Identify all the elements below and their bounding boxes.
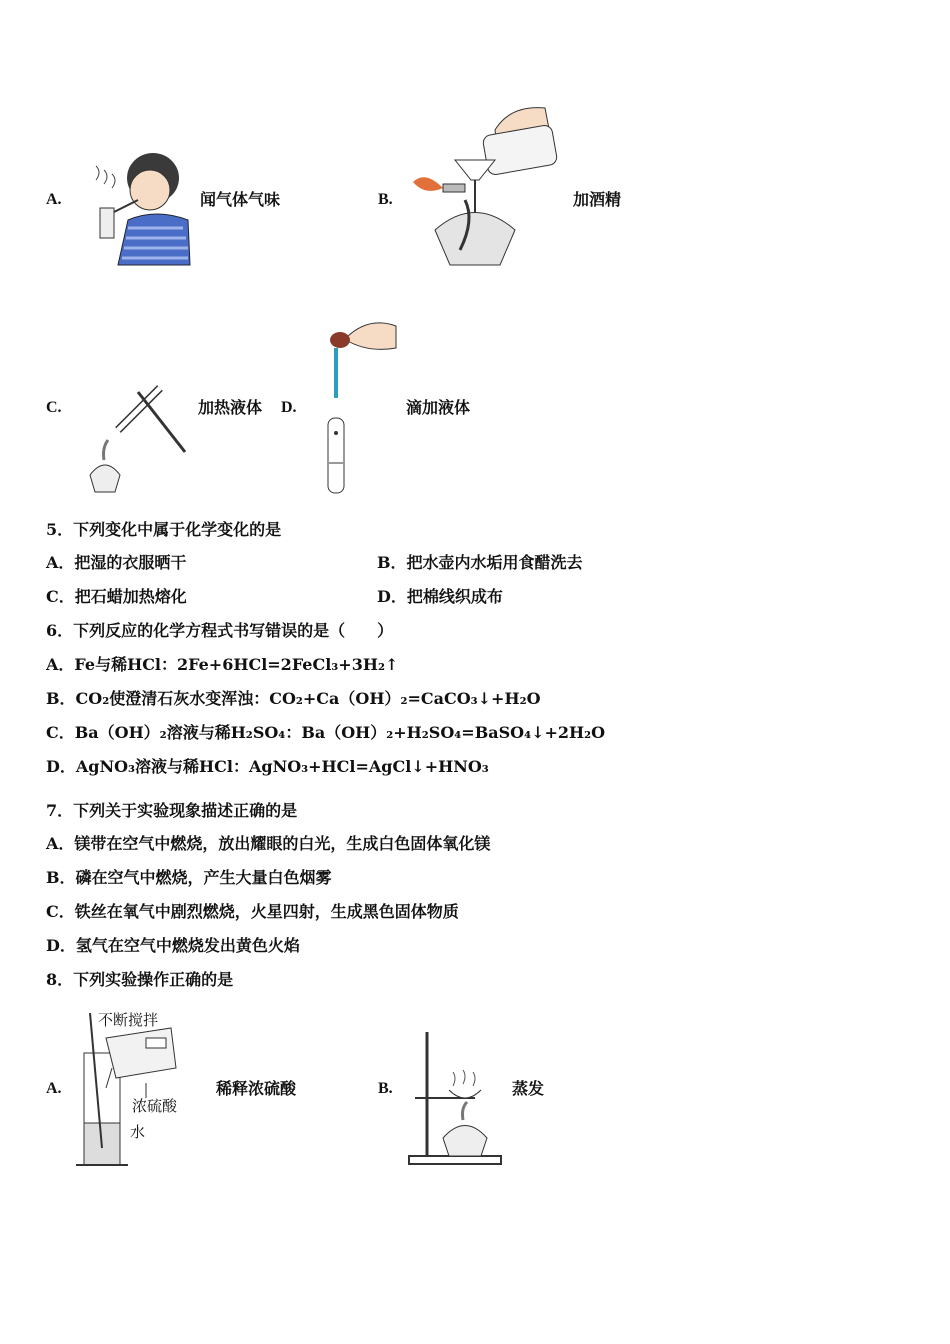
q7-option-a: A．镁带在空气中燃烧，放出耀眼的白光，生成白色固体氧化镁 [46, 834, 491, 853]
q8-option-a-caption: 稀释浓硫酸 [216, 1079, 297, 1098]
label-water: 水 [130, 1123, 146, 1141]
q5-option-a: A．把湿的衣服晒干 [46, 553, 187, 572]
q4-option-c-caption: 加热液体 [198, 398, 263, 417]
q4-option-d-letter: D. [281, 399, 297, 416]
q4-option-b-letter: B. [378, 191, 393, 208]
q5-option-d: D．把棉线织成布 [377, 587, 503, 606]
q7-option-d: D．氢气在空气中燃烧发出黄色火焰 [46, 936, 300, 955]
q5-option-b: B．把水壶内水垢用食醋洗去 [377, 553, 583, 572]
q4-option-a-letter: A. [46, 191, 62, 208]
q8-option-b-letter: B. [378, 1080, 393, 1097]
q4-option-b-caption: 加酒精 [573, 190, 622, 209]
q6-option-a: A．Fe与稀HCl：2Fe+6HCl=2FeCl₃+3H₂↑ [46, 655, 399, 674]
q4-option-d-caption: 滴加液体 [406, 398, 471, 417]
q7-stem: 7．下列关于实验现象描述正确的是 [46, 801, 298, 820]
q5-stem: 5．下列变化中属于化学变化的是 [46, 520, 282, 539]
q7-option-c: C．铁丝在氧气中剧烈燃烧，火星四射，生成黑色固体物质 [46, 902, 459, 921]
smell-gas-illustration [78, 150, 193, 268]
add-alcohol-illustration [405, 100, 565, 270]
q6-option-d: D．AgNO₃溶液与稀HCl：AgNO₃+HCl=AgCl↓+HNO₃ [46, 757, 489, 776]
drop-liquid-illustration [318, 318, 398, 498]
q6-stem: 6．下列反应的化学方程式书写错误的是（ ） [46, 621, 394, 640]
q5-option-c: C．把石蜡加热熔化 [46, 587, 187, 606]
dilute-acid-illustration [76, 1008, 196, 1170]
q8-option-b-caption: 蒸发 [512, 1079, 545, 1098]
q6-option-c: C．Ba（OH）₂溶液与稀H₂SO₄：Ba（OH）₂+H₂SO₄=BaSO₄↓+2H₂O [46, 723, 606, 742]
q4-option-a-caption: 闻气体气味 [200, 190, 281, 209]
label-concentrated-acid: 浓硫酸 [132, 1097, 178, 1115]
q8-option-a-letter: A. [46, 1080, 62, 1097]
evaporation-illustration [405, 1028, 505, 1168]
q7-option-b: B．磷在空气中燃烧，产生大量白色烟雾 [46, 868, 332, 887]
q4-option-c-letter: C. [46, 399, 62, 416]
label-stir: 不断搅拌 [98, 1011, 159, 1029]
q6-option-b: B．CO₂使澄清石灰水变浑浊：CO₂+Ca（OH）₂=CaCO₃↓+H₂O [46, 689, 541, 708]
heat-liquid-illustration [80, 380, 190, 495]
q8-stem: 8．下列实验操作正确的是 [46, 970, 234, 989]
